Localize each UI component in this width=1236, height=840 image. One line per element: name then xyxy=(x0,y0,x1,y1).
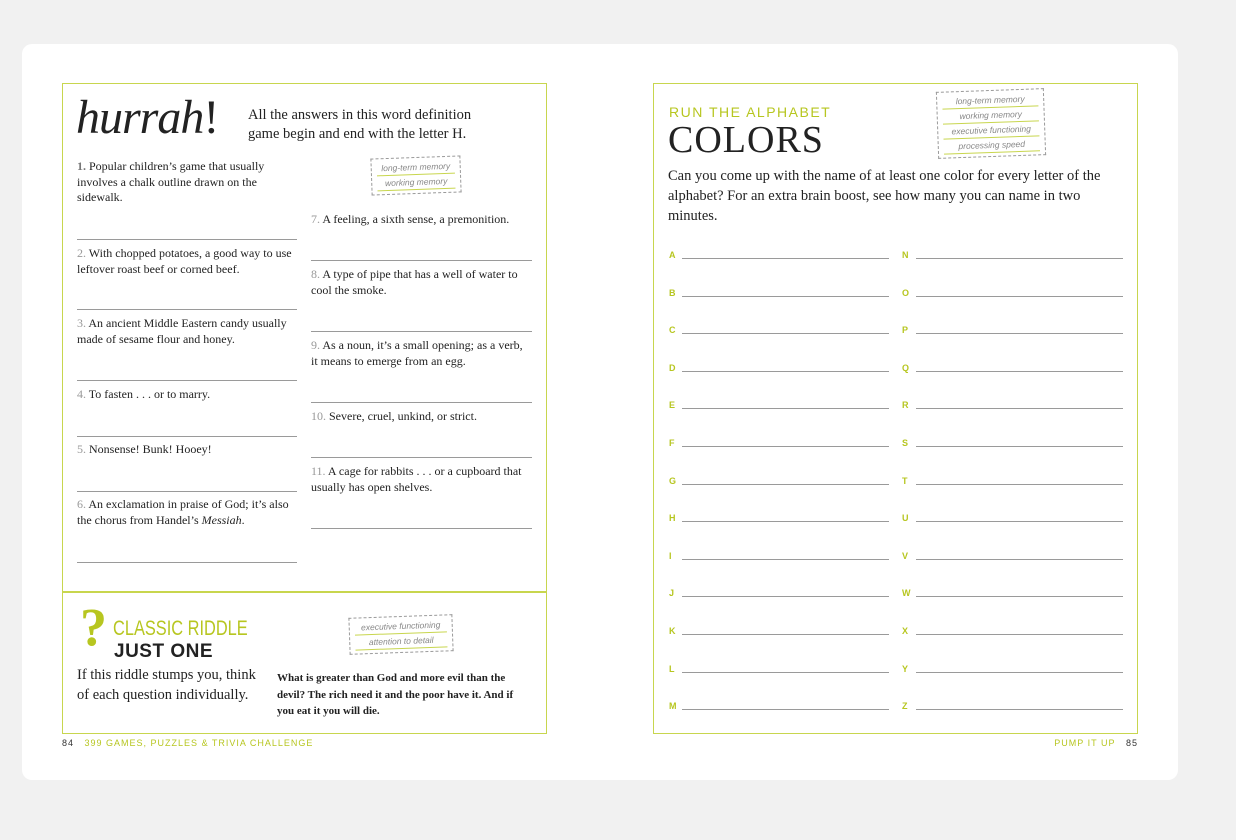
alphabet-letter: W xyxy=(902,588,911,599)
clue-item xyxy=(311,212,532,228)
alphabet-letter: R xyxy=(902,400,909,411)
clue-item xyxy=(77,387,297,403)
alphabet-letter: Q xyxy=(902,362,910,373)
answer-line[interactable] xyxy=(916,559,1123,560)
answer-line[interactable] xyxy=(916,634,1123,635)
answer-line[interactable] xyxy=(682,446,889,447)
skill-tag: working memory xyxy=(377,175,455,192)
page-title: COLORS xyxy=(668,119,824,161)
clue-tail: . xyxy=(241,512,245,527)
alphabet-letter: P xyxy=(902,325,909,336)
answer-line[interactable] xyxy=(916,521,1123,522)
answer-line[interactable] xyxy=(916,596,1123,597)
page-number: 84 xyxy=(62,738,75,748)
clue-number: 9. xyxy=(311,338,320,352)
alphabet-letter: G xyxy=(669,475,677,486)
answer-line[interactable] xyxy=(916,446,1123,447)
clue-number: 5. xyxy=(77,442,86,456)
answer-line[interactable] xyxy=(311,260,532,261)
clue-emphasis: Messiah xyxy=(201,512,242,527)
clue-item xyxy=(311,409,532,425)
clue-item xyxy=(77,442,297,458)
clue-number: 10. xyxy=(311,409,326,423)
alphabet-letter: J xyxy=(669,588,675,599)
riddle-intro: If this riddle stumps you, think of each question individually. xyxy=(77,667,256,703)
riddle-text: What is greater than God and more evil than the devil? The rich need it and the poor have it. And if you eat it you will die. xyxy=(277,672,514,717)
riddle-skill-tags xyxy=(348,614,453,655)
clue-number: 8. xyxy=(311,267,320,281)
clue-text: Nonsense! Bunk! Hooey! xyxy=(89,442,212,456)
clue-text: An ancient Middle Eastern candy usually made of sesame flour and honey. xyxy=(77,316,287,346)
alphabet-letter: D xyxy=(669,362,676,373)
clue-number: 7. xyxy=(311,212,320,226)
alphabet-letter: M xyxy=(669,701,677,712)
alphabet-letter: Y xyxy=(902,663,909,674)
clue-text: A cage for rabbits . . . or a cupboard that usually has open shelves. xyxy=(311,464,522,494)
clue-number: 3. xyxy=(77,316,86,330)
answer-line[interactable] xyxy=(311,331,532,332)
answer-line[interactable] xyxy=(311,402,532,403)
answer-line[interactable] xyxy=(77,491,297,492)
answer-line[interactable] xyxy=(77,562,297,563)
book-title: 399 GAMES, PUZZLES & TRIVIA CHALLENGE xyxy=(84,738,314,748)
clue-item xyxy=(77,497,297,528)
clue-number: 4. xyxy=(77,387,86,401)
answer-line[interactable] xyxy=(682,484,889,485)
page-number: 85 xyxy=(1125,738,1138,748)
answer-line[interactable] xyxy=(77,239,297,240)
question-mark-icon: ? xyxy=(80,597,107,657)
skill-tags xyxy=(370,155,461,195)
skill-tag: attention to detail xyxy=(355,633,447,650)
alphabet-letter: X xyxy=(902,626,909,636)
clue-item xyxy=(77,159,297,206)
alphabet-letter: T xyxy=(902,475,908,486)
clue-text: As a noun, it’s a small opening; as a verb, it means to emerge from an egg. xyxy=(311,338,523,368)
answer-line[interactable] xyxy=(916,333,1123,334)
alphabet-letter: I xyxy=(669,550,672,561)
answer-line[interactable] xyxy=(916,296,1123,297)
skill-tag: processing speed xyxy=(944,137,1040,154)
clue-item xyxy=(77,316,297,347)
alphabet-letter: H xyxy=(669,513,676,524)
clue-text: Popular children’s game that usually involves a chalk outline drawn on the sidewalk. xyxy=(77,159,265,204)
skill-tag: long-term memory xyxy=(377,160,455,177)
answer-line[interactable] xyxy=(682,333,889,334)
answer-line[interactable] xyxy=(916,371,1123,372)
clue-text: A feeling, a sixth sense, a premonition. xyxy=(322,212,510,226)
clue-text: A type of pipe that has a well of water to cool the smoke. xyxy=(311,267,518,297)
clue-item xyxy=(311,464,532,495)
riddle-kicker: CLASSIC RIDDLE xyxy=(113,617,248,640)
clue-number: 6. xyxy=(77,497,86,511)
left-footer xyxy=(62,738,313,748)
answer-line[interactable] xyxy=(916,672,1123,673)
clue-number: 11. xyxy=(311,464,326,478)
clue-item xyxy=(311,267,532,298)
alphabet-letter: U xyxy=(902,513,909,524)
section-divider xyxy=(62,591,547,593)
answer-line[interactable] xyxy=(682,596,889,597)
skill-tags xyxy=(936,88,1046,159)
clue-text: An exclamation in praise of God; it’s also the chorus from Handel’s xyxy=(77,497,289,527)
answer-line[interactable] xyxy=(682,408,889,409)
game-instructions: All the answers in this word definition game begin and end with the letter H. xyxy=(248,107,472,142)
alphabet-letter: E xyxy=(669,400,676,411)
answer-line[interactable] xyxy=(916,484,1123,485)
clue-text: To fasten . . . or to marry. xyxy=(88,387,211,401)
alphabet-letter: S xyxy=(902,438,909,448)
alphabet-letter: N xyxy=(902,250,909,260)
answer-line[interactable] xyxy=(682,672,889,673)
clue-number: 2. xyxy=(77,246,86,260)
answer-line[interactable] xyxy=(311,528,532,529)
skill-tag: working memory xyxy=(943,107,1039,124)
riddle-title: JUST ONE xyxy=(114,641,214,662)
answer-line[interactable] xyxy=(77,309,297,310)
answer-line[interactable] xyxy=(682,559,889,560)
answer-line[interactable] xyxy=(77,436,297,437)
section-kicker: RUN THE ALPHABET xyxy=(669,104,832,120)
alphabet-letter: C xyxy=(669,325,676,336)
answer-line[interactable] xyxy=(311,457,532,458)
alphabet-letter: A xyxy=(669,250,676,260)
clue-item xyxy=(311,338,532,369)
section-name: PUMP IT UP xyxy=(1054,738,1116,748)
game-instructions: Can you come up with the name of at least one color for every letter of the alphabet? For an extra brain boost, see how many you can name in two minutes. xyxy=(668,168,1101,224)
skill-tag: executive functioning xyxy=(943,122,1039,139)
alphabet-letter: V xyxy=(902,550,909,561)
clue-text: With chopped potatoes, a good way to use leftover roast beef or corned beef. xyxy=(77,246,292,276)
answer-line[interactable] xyxy=(916,408,1123,409)
answer-line[interactable] xyxy=(77,380,297,381)
skill-tag: long-term memory xyxy=(942,92,1038,109)
answer-line[interactable] xyxy=(682,634,889,635)
skill-tag: executive functioning xyxy=(355,618,447,635)
answer-line[interactable] xyxy=(682,296,889,297)
answer-line[interactable] xyxy=(682,258,889,259)
alphabet-letter: Z xyxy=(902,701,908,712)
answer-line[interactable] xyxy=(916,709,1123,710)
alphabet-letter: K xyxy=(669,626,676,636)
answer-line[interactable] xyxy=(682,521,889,522)
right-footer xyxy=(1054,738,1138,748)
alphabet-letter: B xyxy=(669,287,676,298)
answer-line[interactable] xyxy=(916,258,1123,259)
alphabet-letter: F xyxy=(669,438,675,448)
page-title: hurrah! xyxy=(76,91,219,144)
clue-text: Severe, cruel, unkind, or strict. xyxy=(329,409,477,423)
clue-item xyxy=(77,246,297,277)
clue-number: 1. xyxy=(77,159,86,173)
alphabet-letter: O xyxy=(902,287,910,298)
alphabet-letter: L xyxy=(669,663,675,674)
answer-line[interactable] xyxy=(682,709,889,710)
answer-line[interactable] xyxy=(682,371,889,372)
